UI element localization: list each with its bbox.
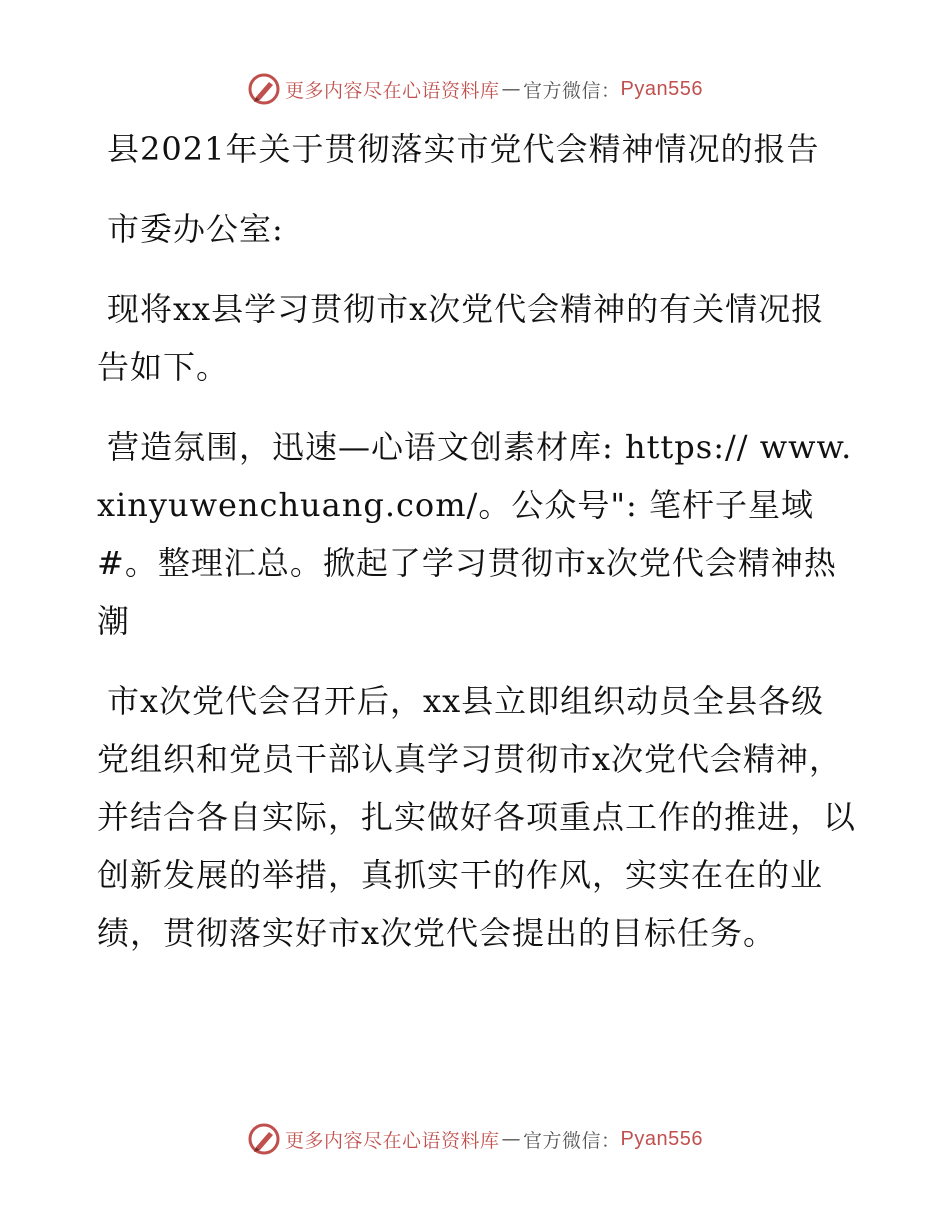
banner-wechat-label: 官方微信： <box>523 79 621 102</box>
paragraph-1: 现将xx县学习贯彻市x次党代会精神的有关情况报告如下。 <box>97 290 825 386</box>
header-banner <box>0 72 950 106</box>
paragraph-3: 市x次党代会召开后，xx县立即组织动员全县各级党组织和党员干部认真学习贯彻市x次党代会精神，并结合各自实际，扎实做好各项重点工作的推进，以创新发展的举措，真抓实干的作风，实实在在的业绩，贯彻落实好市x次党代会提出的目标任务。 <box>97 682 857 952</box>
banner-separator: — <box>501 1128 522 1150</box>
pen-logo-icon <box>247 72 281 106</box>
document-body <box>97 118 857 984</box>
banner-wechat-id: Pyan556 <box>620 1127 703 1150</box>
banner-wechat-label: 官方微信： <box>523 1129 621 1152</box>
banner-label: 更多内容尽在心语资料库 <box>285 1129 500 1152</box>
document-title: 县2021年关于贯彻落实市党代会精神情况的报告 <box>107 130 820 168</box>
banner-separator: — <box>501 78 522 100</box>
banner-label: 更多内容尽在心语资料库 <box>285 79 500 102</box>
pen-logo-icon <box>247 1122 281 1156</box>
paragraph-2: 营造氛围，迅速—心语文创素材库: https:// www.xinyuwenchuang.com/。公众号": 笔杆子星域#。整理汇总。掀起了学习贯彻市x次党代会精神热潮 <box>97 428 853 640</box>
footer-banner <box>0 1122 950 1156</box>
document-salutation: 市委办公室: <box>107 210 284 248</box>
banner-wechat-id: Pyan556 <box>620 77 703 100</box>
